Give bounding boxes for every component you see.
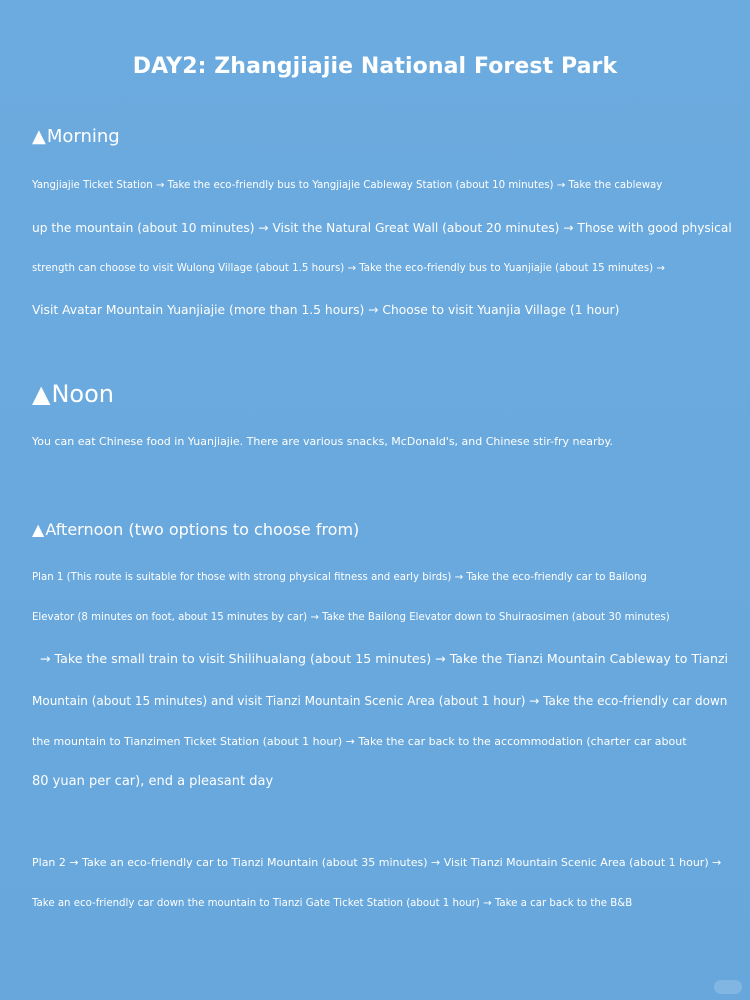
noon-heading-label: Noon bbox=[51, 380, 114, 408]
morning-heading-label: Morning bbox=[46, 126, 120, 147]
afternoon-heading bbox=[32, 520, 359, 539]
noon-heading bbox=[32, 380, 114, 408]
plan1-line: Plan 1 (This route is suitable for those with strong physical fitness and early birds) → Take the eco-friendly car to Bailong bbox=[32, 572, 647, 583]
morning-heading bbox=[32, 126, 120, 147]
noon-line: You can eat Chinese food in Yuanjiajie. There are various snacks, McDonald's, and Chinese stir-fry nearby. bbox=[32, 435, 613, 448]
plan2-line: Plan 2 → Take an eco-friendly car to Tianzi Mountain (about 35 minutes) → Visit Tianzi Mountain Scenic Area (about 1 hour) → bbox=[32, 856, 722, 869]
triangle-icon: ▲ bbox=[32, 520, 45, 539]
plan1-line: the mountain to Tianzimen Ticket Station (about 1 hour) → Take the car back to the accommodation (charter car about bbox=[32, 735, 687, 748]
watermark-badge bbox=[714, 980, 742, 994]
morning-line: Visit Avatar Mountain Yuanjiajie (more than 1.5 hours) → Choose to visit Yuanjia Village (1 hour) bbox=[32, 303, 620, 317]
triangle-icon: ▲ bbox=[32, 380, 51, 408]
plan1-line: Mountain (about 15 minutes) and visit Tianzi Mountain Scenic Area (about 1 hour) → Take the eco-friendly car down bbox=[32, 694, 728, 708]
morning-line: Yangjiajie Ticket Station → Take the eco-friendly bus to Yangjiajie Cableway Station (about 10 minutes) → Take the cableway bbox=[32, 180, 663, 191]
plan1-line: → Take the small train to visit Shilihualang (about 15 minutes) → Take the Tianzi Mountain Cableway to Tianzi bbox=[40, 651, 729, 666]
morning-line: strength can choose to visit Wulong Village (about 1.5 hours) → Take the eco-friendly bus to Yuanjiajie (about 15 minutes) → bbox=[32, 263, 665, 274]
plan1-line: Elevator (8 minutes on foot, about 15 minutes by car) → Take the Bailong Elevator down to Shuiraosimen (about 30 minutes) bbox=[32, 612, 670, 623]
morning-line: up the mountain (about 10 minutes) → Visit the Natural Great Wall (about 20 minutes) → Those with good physical bbox=[32, 221, 732, 235]
plan1-line: 80 yuan per car), end a pleasant day bbox=[32, 774, 274, 789]
triangle-icon: ▲ bbox=[32, 126, 46, 147]
afternoon-heading-label: Afternoon (two options to choose from) bbox=[45, 520, 360, 539]
page-title: DAY2: Zhangjiajie National Forest Park bbox=[132, 54, 618, 79]
plan2-line: Take an eco-friendly car down the mountain to Tianzi Gate Ticket Station (about 1 hour) → Take a car back to the B&B bbox=[32, 898, 633, 909]
